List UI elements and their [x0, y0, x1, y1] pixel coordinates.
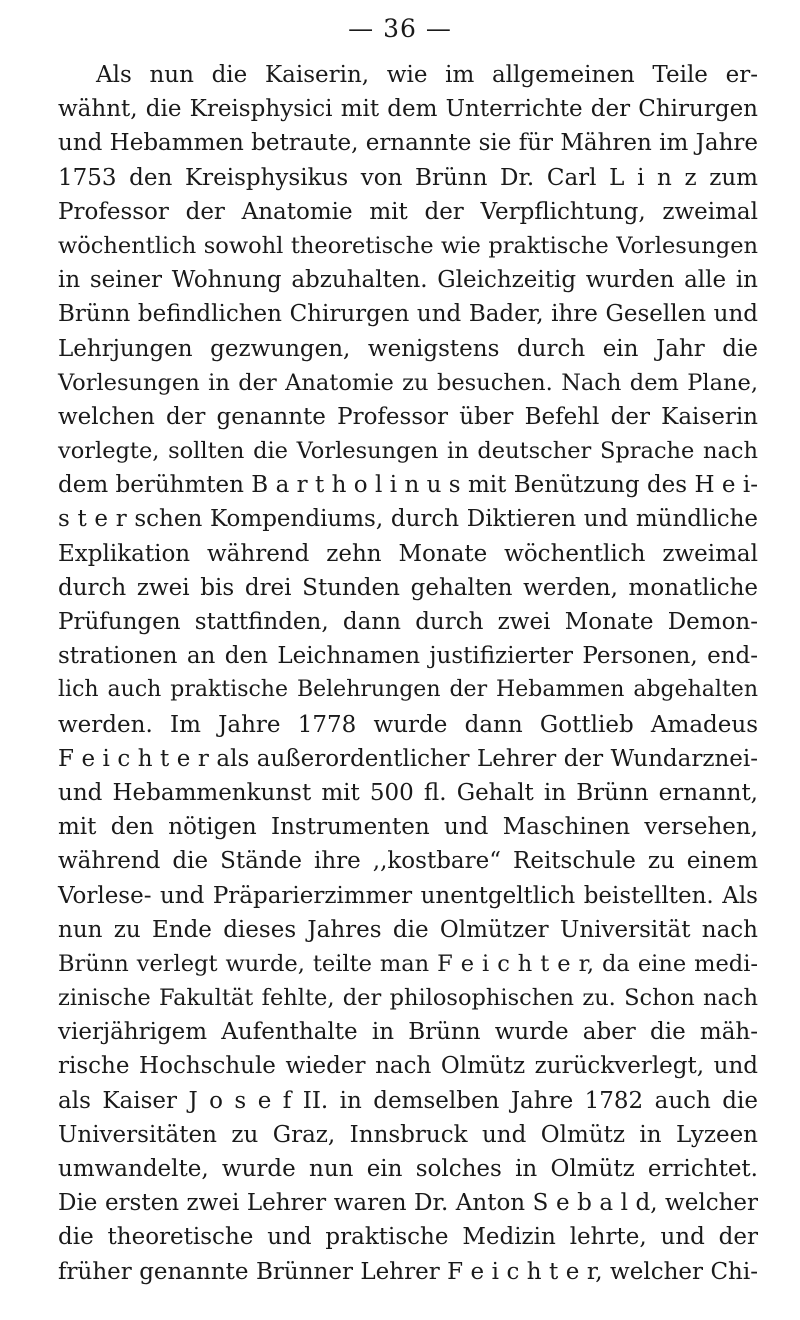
text-line: Universitäten zu Graz, Innsbruck und Olmütz in Lyzeen	[58, 1121, 758, 1148]
text-line: Lehrjungen gezwungen, wenigstens durch ein Jahr die	[58, 335, 758, 362]
text-line: Professor der Anatomie mit der Verpflichtung, zweimal	[58, 198, 758, 225]
text-line: 1753 den Kreisphysikus von Brünn Dr. Carl L i n z zum	[58, 164, 758, 191]
page-number-header: — 36 —	[348, 14, 452, 43]
text-line: mit den nötigen Instrumenten und Maschinen versehen,	[58, 814, 758, 841]
text-line: Vorlese- und Präparierzimmer unentgeltlich beistellten. Als	[58, 882, 758, 909]
text-line: Vorlesungen in der Anatomie zu besuchen. Nach dem Plane,	[58, 369, 758, 396]
text-line: strationen an den Leichnamen justifizierter Personen, end-	[58, 643, 758, 670]
text-line: umwandelte, wurde nun ein solches in Olmütz errichtet.	[58, 1156, 758, 1182]
text-line: nun zu Ende dieses Jahres die Olmützer Universität nach	[58, 916, 758, 943]
text-line: lich auch praktische Belehrungen der Hebammen abgehalten	[58, 677, 758, 703]
text-line: und Hebammenkunst mit 500 fl. Gehalt in Brünn ernannt,	[58, 779, 758, 806]
text-line: F e i c h t e r als außerordentlicher Lehrer der Wundarznei-	[58, 745, 758, 772]
text-line: rische Hochschule wieder nach Olmütz zurückverlegt, und	[58, 1053, 758, 1080]
text-line: vorlegte, sollten die Vorlesungen in deutscher Sprache nach	[58, 438, 758, 465]
text-line: Explikation während zehn Monate wöchentlich zweimal	[58, 540, 758, 567]
text-line: während die Stände ihre ,,kostbare“ Reitschule zu einem	[58, 848, 758, 875]
text-line: werden. Im Jahre 1778 wurde dann Gottlieb Amadeus	[58, 711, 758, 738]
text-line: s t e r schen Kompendiums, durch Diktieren und mündliche	[58, 506, 758, 533]
text-line: die theoretische und praktische Medizin lehrte, und der	[58, 1224, 758, 1251]
text-line: vierjährigem Aufenthalte in Brünn wurde aber die mäh-	[58, 1019, 758, 1046]
text-line: und Hebammen betraute, ernannte sie für Mähren im Jahre	[58, 130, 758, 157]
text-line: wöchentlich sowohl theoretische wie praktische Vorlesungen	[58, 232, 758, 259]
text-line: Prüfungen stattfinden, dann durch zwei Monate Demon-	[58, 609, 758, 635]
text-line: früher genannte Brünner Lehrer F e i c h t e r, welcher Chi-	[58, 1258, 758, 1285]
text-line: Brünn verlegt wurde, teilte man F e i c h t e r, da eine medi-	[58, 950, 758, 977]
text-line: wähnt, die Kreisphysici mit dem Unterrichte der Chirurgen	[58, 96, 758, 123]
text-line: als Kaiser J o s e f II. in demselben Jahre 1782 auch die	[58, 1087, 758, 1114]
text-line: in seiner Wohnung abzuhalten. Gleichzeitig wurden alle in	[58, 267, 758, 294]
body-text	[58, 58, 758, 1289]
text-line: Als nun die Kaiserin, wie im allgemeinen Teile er-	[96, 62, 758, 88]
text-line: Brünn befindlichen Chirurgen und Bader, ihre Gesellen und	[58, 301, 758, 328]
text-line: dem berühmten B a r t h o l i n u s mit Benützung des H e i-	[58, 472, 758, 499]
text-line: durch zwei bis drei Stunden gehalten werden, monatliche	[58, 574, 758, 601]
text-line: Die ersten zwei Lehrer waren Dr. Anton S e b a l d, welcher	[58, 1190, 758, 1217]
text-line: welchen der genannte Professor über Befehl der Kaiserin	[58, 403, 758, 430]
text-line: zinische Fakultät fehlte, der philosophischen zu. Schon nach	[58, 985, 758, 1012]
